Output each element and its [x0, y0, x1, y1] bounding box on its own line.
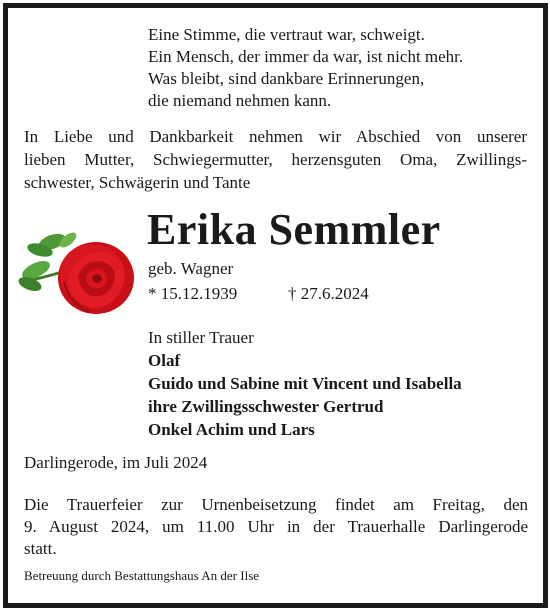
deceased-name: Erika Semmler [147, 205, 441, 254]
poem-line: Eine Stimme, die vertraut war, schweigt. [148, 25, 425, 44]
funeral-announcement [24, 494, 528, 560]
mourner-name: Guido und Sabine mit Vincent und Isabella [148, 374, 462, 393]
farewell-intro [24, 125, 527, 194]
mourners-list [148, 326, 462, 441]
poem-line: Ein Mensch, der immer da war, ist nicht mehr. [148, 47, 464, 66]
funeral-line: 9. August 2024, um 11.00 Uhr in der Trauerhalle Darlingerode [24, 517, 528, 536]
mourner-name: ihre Zwillingsschwester Gertrud [148, 397, 384, 416]
poem-line: die niemand nehmen kann. [148, 91, 332, 110]
birth-date: * 15.12.1939 [148, 284, 238, 303]
poem [148, 24, 463, 112]
rose-image [12, 220, 140, 320]
place-and-date: Darlingerode, im Juli 2024 [24, 453, 208, 472]
intro-line: In Liebe und Dankbarkeit nehmen wir Abschied von unserer [24, 127, 527, 146]
funeral-home-credit: Betreuung durch Bestattungshaus An der Ilse [24, 568, 260, 583]
obituary-notice [3, 3, 548, 608]
death-date: † 27.6.2024 [288, 284, 369, 303]
intro-line: lieben Mutter, Schwiegermutter, herzensguten Oma, Zwillings- [24, 150, 527, 169]
funeral-line: statt. [24, 539, 57, 558]
funeral-line: Die Trauerfeier zur Urnenbeisetzung findet am Freitag, den [24, 495, 528, 514]
mourner-name: Olaf [148, 351, 181, 370]
poem-line: Was bleibt, sind dankbare Erinnerungen, [148, 69, 425, 88]
intro-line: schwester, Schwägerin und Tante [24, 173, 251, 192]
mourner-name: Onkel Achim und Lars [148, 420, 315, 439]
mourners-heading: In stiller Trauer [148, 328, 254, 347]
birth-name: geb. Wagner [148, 259, 234, 278]
